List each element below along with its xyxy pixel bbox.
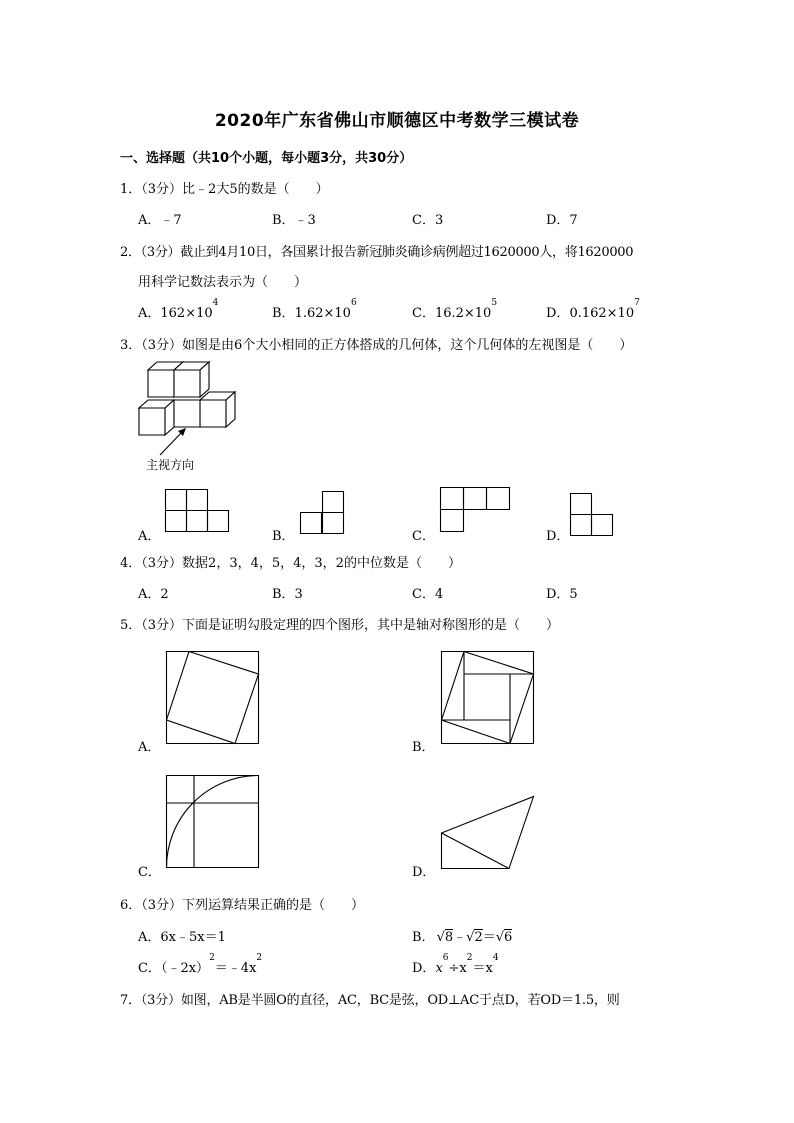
cube-bottom-middle <box>174 400 200 427</box>
q6-option-d: D．$x^6\div x^2=x^4$ <box>412 953 499 976</box>
q3-view-direction-caption: 主视方向 <box>146 458 195 472</box>
question-2-stem-line2: 用科学记数法表示为（ ） <box>138 275 308 290</box>
cube-top-right <box>174 362 209 397</box>
q5-option-b-figure <box>441 651 535 745</box>
q2-option-b: B．$1.62\times 10^6$ <box>272 298 357 321</box>
q6-option-a: A．6x﹣5x＝1 <box>138 930 226 945</box>
q5-option-a-label: A． <box>138 740 161 755</box>
cube-bottom-right <box>200 392 235 427</box>
exam-title: 2020年广东省佛山市顺德区中考数学三模试卷 <box>214 111 580 131</box>
q3-option-b-figure <box>300 491 346 535</box>
q3-cube-figure <box>130 360 250 460</box>
q4-option-c: C．4 <box>412 587 444 602</box>
q3-option-d-label: D． <box>546 529 570 544</box>
question-6-stem: 6．（3分）下列运算结果正确的是（ ） <box>120 898 365 913</box>
q1-option-a: A．﹣7 <box>138 213 182 228</box>
q1-option-b: B．﹣3 <box>272 213 316 228</box>
q1-option-c: C．3 <box>412 213 444 228</box>
question-5-stem: 5．（3分）下面是证明勾股定理的四个图形，其中是轴对称图形的是（ ） <box>120 618 560 633</box>
q2-option-a: A．$162\times 10^4$ <box>138 298 219 321</box>
q2-option-d: D．$0.162\times 10^7$ <box>546 298 640 321</box>
q5-option-d-label: D． <box>412 865 436 880</box>
q5-option-c-label: C． <box>138 865 161 880</box>
question-4-stem: 4．（3分）数据2，3，4，5，4，3，2的中位数是（ ） <box>120 556 461 571</box>
q4-option-b: B．3 <box>272 587 303 602</box>
q3-option-b-label: B． <box>272 529 295 544</box>
q3-option-a-label: A． <box>138 529 161 544</box>
q4-option-d: D．5 <box>546 587 578 602</box>
q1-option-d: D．7 <box>546 213 578 228</box>
question-1-stem: 1．（3分）比﹣2大5的数是（ ） <box>120 182 329 197</box>
question-7-stem: 7．（3分）如图，AB是半圆O的直径，AC，BC是弦，OD⊥AC于点D，若OD＝1.5，则 <box>120 993 620 1008</box>
question-3-stem: 3．（3分）如图是由6个大小相同的正方体搭成的几何体，这个几何体的左视图是（ ） <box>120 338 633 353</box>
q3-option-a-figure <box>165 489 231 533</box>
q6-option-b: B． √8﹣√2＝√6 <box>412 930 513 945</box>
q5-option-c-figure <box>166 775 260 869</box>
q2-option-c: C．$16.2\times 10^5$ <box>412 298 498 321</box>
q5-option-a-figure <box>166 651 260 745</box>
q5-option-b-label: B． <box>412 740 435 755</box>
q4-option-a: A．2 <box>138 587 169 602</box>
q6-option-c: C．$(﹣2x)^2=﹣4x^2$ <box>138 953 263 976</box>
q3-option-c-figure <box>440 487 512 533</box>
q5-option-d-figure <box>441 796 535 870</box>
q3-option-c-label: C． <box>412 529 435 544</box>
q3-option-d-figure <box>570 493 616 537</box>
question-2-stem-line1: 2．（3分）截止到4月10日，各国累计报告新冠肺炎确诊病例超过1620000人，将1620000 <box>120 245 634 260</box>
section-heading: 一、选择题（共10个小题，每小题3分，共30分） <box>120 151 413 166</box>
cube-bottom-left <box>139 400 174 435</box>
